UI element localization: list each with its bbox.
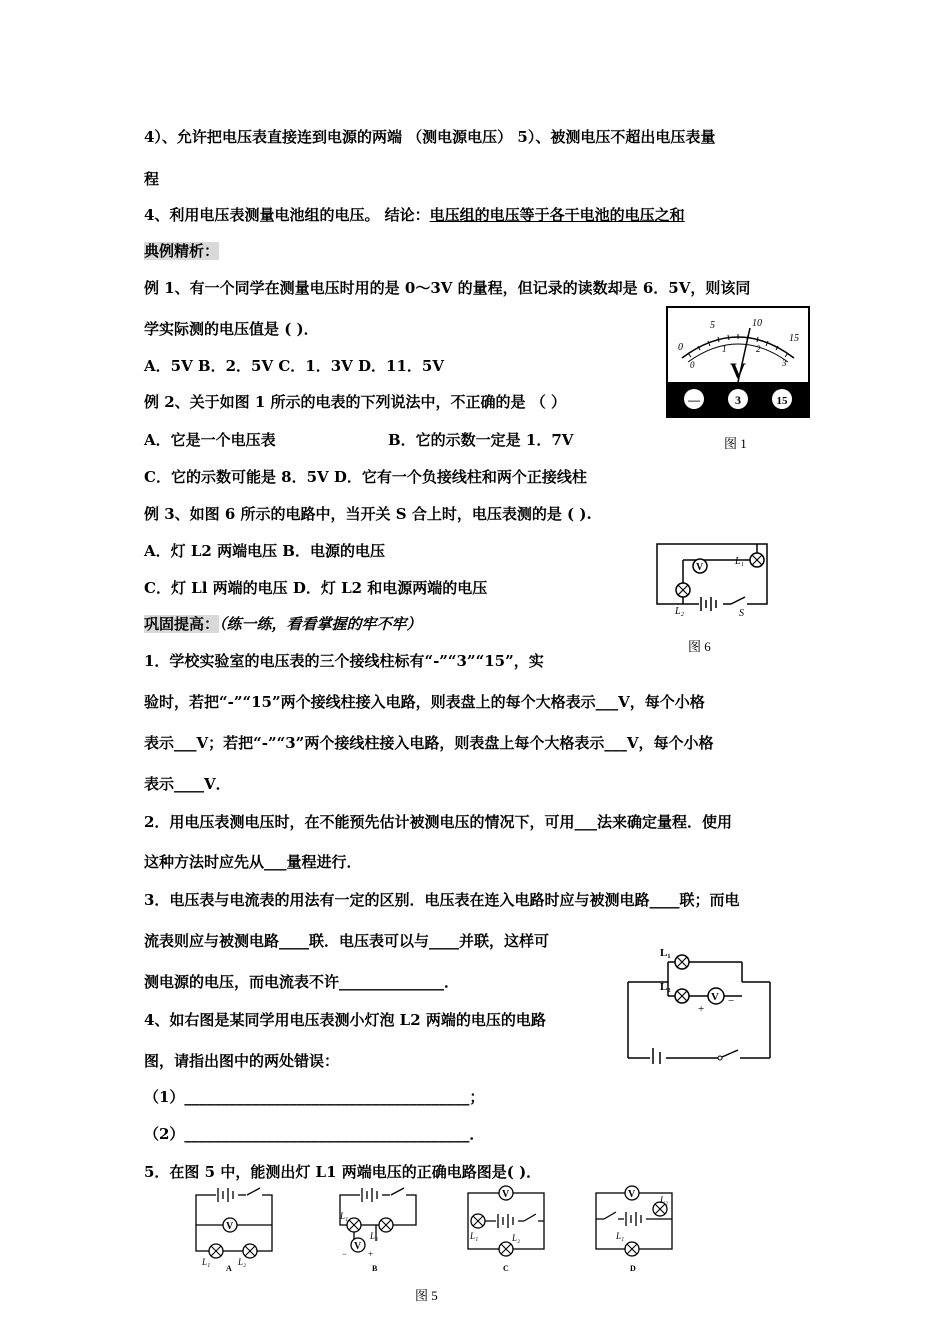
- fig5-d-voltmeter: V: [628, 1189, 636, 1200]
- section-heading-practice: [144, 614, 422, 634]
- figure-6-circuit: [653, 540, 773, 618]
- q4-plus-label: +: [698, 1003, 705, 1015]
- fig6-label-l1: L₁: [735, 556, 745, 567]
- text-line-3-lead: 4、利用电压表测量电池组的电压。 结论：: [144, 206, 430, 224]
- fig5-a-l2: L₂: [238, 1257, 247, 1267]
- figure-6-caption: 图 6: [688, 639, 711, 654]
- text-line-24: 4、如右图是某同学用电压表测小灯泡 L2 两端的电压的电路: [144, 1011, 546, 1029]
- text-line-19: 2．用电压表测电压时，在不能预先估计被测电压的情况下，可用___法来确定量程．使用: [144, 813, 732, 831]
- section-heading-practice-label: 巩固提高：: [144, 615, 220, 633]
- meter-terminal-15: 15: [776, 395, 788, 407]
- text-line-1: 4）、允许把电压表直接连到电源的两端 （测电源电压） 5）、被测电压不超出电压表量: [144, 128, 716, 146]
- text-line-9a: A．它是一个电压表: [144, 431, 276, 449]
- text-line-6: 学实际测的电压值是 ( )．: [144, 320, 319, 338]
- text-line-15: 1．学校实验室的电压表的三个接线柱标有“-”“3”“15”，实: [144, 652, 544, 670]
- meter-top-scale-0: 0: [678, 342, 683, 353]
- fig5-circuit-c: [468, 1186, 544, 1273]
- figure-1-caption: 图 1: [724, 436, 747, 451]
- fig6-label-l2: L₂: [675, 606, 685, 617]
- fig5-b-l2: L₂: [370, 1231, 379, 1241]
- fig5-label-c: C: [503, 1264, 509, 1273]
- text-line-25: 图，请指出图中的两处错误：: [144, 1052, 340, 1070]
- fig5-c-l2: L₂: [512, 1233, 521, 1243]
- fig5-d-l1: L₁: [616, 1231, 625, 1241]
- text-line-18: 表示____V．: [144, 775, 231, 793]
- fig5-b-voltmeter: V: [354, 1241, 362, 1252]
- meter-unit-label: V: [730, 358, 746, 383]
- meter-top-scale-10: 10: [752, 318, 762, 329]
- meter-bottom-scale-2: 2: [756, 344, 761, 354]
- meter-terminal-negative: —: [688, 393, 700, 407]
- meter-bottom-scale-3: 3: [782, 358, 787, 368]
- fig5-label-a: A: [226, 1264, 232, 1273]
- text-line-20: 这种方法时应先从___量程进行．: [144, 853, 362, 871]
- fig5-b-minus: −: [342, 1249, 348, 1259]
- conclusion-text: 电压组的电压等于各干电池的电压之和: [429, 206, 685, 224]
- text-line-13: C．灯 Ll 两端的电压 D．灯 L2 和电源两端的电压: [144, 579, 488, 597]
- q4-label-l2: L₂: [660, 981, 671, 993]
- text-line-7: A．5V B．2．5V C．1．3V D．11．5V: [144, 357, 444, 375]
- section-heading-examples: [144, 241, 219, 261]
- fig5-circuit-b: [339, 1188, 416, 1273]
- meter-terminal-3: 3: [735, 393, 741, 407]
- fig5-b-l1: L₁: [340, 1211, 349, 1221]
- figure-1-voltmeter: [666, 306, 811, 420]
- text-line-16: 验时，若把“-”“15”两个接线柱接入电路，则表盘上的每个大格表示___V，每个小格: [144, 693, 705, 711]
- text-line-5: 例 1、有一个同学在测量电压时用的是 0～3V 的量程，但记录的读数却是 6．5V，则该同: [144, 279, 751, 297]
- text-line-11: 例 3、如图 6 所示的电路中，当开关 S 合上时，电压表测的是 ( ).: [144, 505, 592, 523]
- fig5-label-b: B: [372, 1264, 378, 1273]
- fig6-voltmeter-label: V: [696, 562, 704, 573]
- text-line-23: 测电源的电压，而电流表不许______________．: [144, 973, 460, 991]
- answer-line-1: （1）______________________________________；: [144, 1088, 485, 1106]
- meter-bottom-scale-0: 0: [690, 360, 695, 370]
- text-line-3: [144, 205, 685, 225]
- text-line-2: 程: [144, 170, 160, 188]
- section-heading-practice-note: （练一练，看看掌握的牢不牢）: [219, 615, 422, 633]
- text-line-17: 表示___V；若把“-”“3”两个接线柱接入电路，则表盘上每个大格表示___V，每个小格: [144, 734, 714, 752]
- q4-minus-label: −: [728, 995, 735, 1007]
- text-line-8: 例 2、关于如图 1 所示的电表的下列说法中，不正确的是 （ ）: [144, 393, 566, 411]
- section-heading-examples-label: 典例精析：: [144, 242, 220, 260]
- fig5-label-d: D: [630, 1264, 636, 1273]
- text-line-10: C．它的示数可能是 8．5V D．它有一个负接线柱和两个正接线柱: [144, 468, 587, 486]
- figure-5-circuits: [190, 1183, 680, 1275]
- fig5-circuit-a: [196, 1188, 272, 1273]
- fig5-circuit-d: [596, 1186, 672, 1273]
- text-line-21: 3．电压表与电流表的用法有一定的区别．电压表在连入电路时应与被测电路____联；而电: [144, 891, 740, 909]
- meter-bottom-scale-1: 1: [722, 344, 727, 354]
- figure-5-caption: 图 5: [415, 1288, 438, 1303]
- fig5-b-plus: +: [368, 1249, 374, 1259]
- question-4-circuit: [624, 942, 774, 1064]
- fig5-c-voltmeter: V: [502, 1189, 510, 1200]
- text-line-12: A．灯 L2 两端电压 B．电源的电压: [144, 542, 385, 560]
- fig5-a-voltmeter: V: [226, 1221, 234, 1232]
- fig5-a-l1: L₁: [202, 1257, 211, 1267]
- text-line-9b: B．它的示数一定是 1．7V: [388, 431, 574, 449]
- text-line-22: 流表则应与被测电路____联．电压表可以与____并联，这样可: [144, 932, 550, 950]
- text-line-28: 5．在图 5 中，能测出灯 L1 两端电压的正确电路图是( )．: [144, 1163, 542, 1181]
- fig5-c-l1: L₁: [470, 1231, 479, 1241]
- meter-top-scale-15: 15: [789, 333, 799, 344]
- q4-voltmeter-label: V: [711, 991, 719, 1003]
- fig5-d-l2: L₂: [660, 1195, 669, 1205]
- meter-top-scale-5: 5: [710, 320, 715, 331]
- fig6-label-s: S: [739, 608, 744, 618]
- answer-line-2: （2）______________________________________．: [144, 1125, 485, 1143]
- q4-label-l1: L₁: [660, 947, 671, 959]
